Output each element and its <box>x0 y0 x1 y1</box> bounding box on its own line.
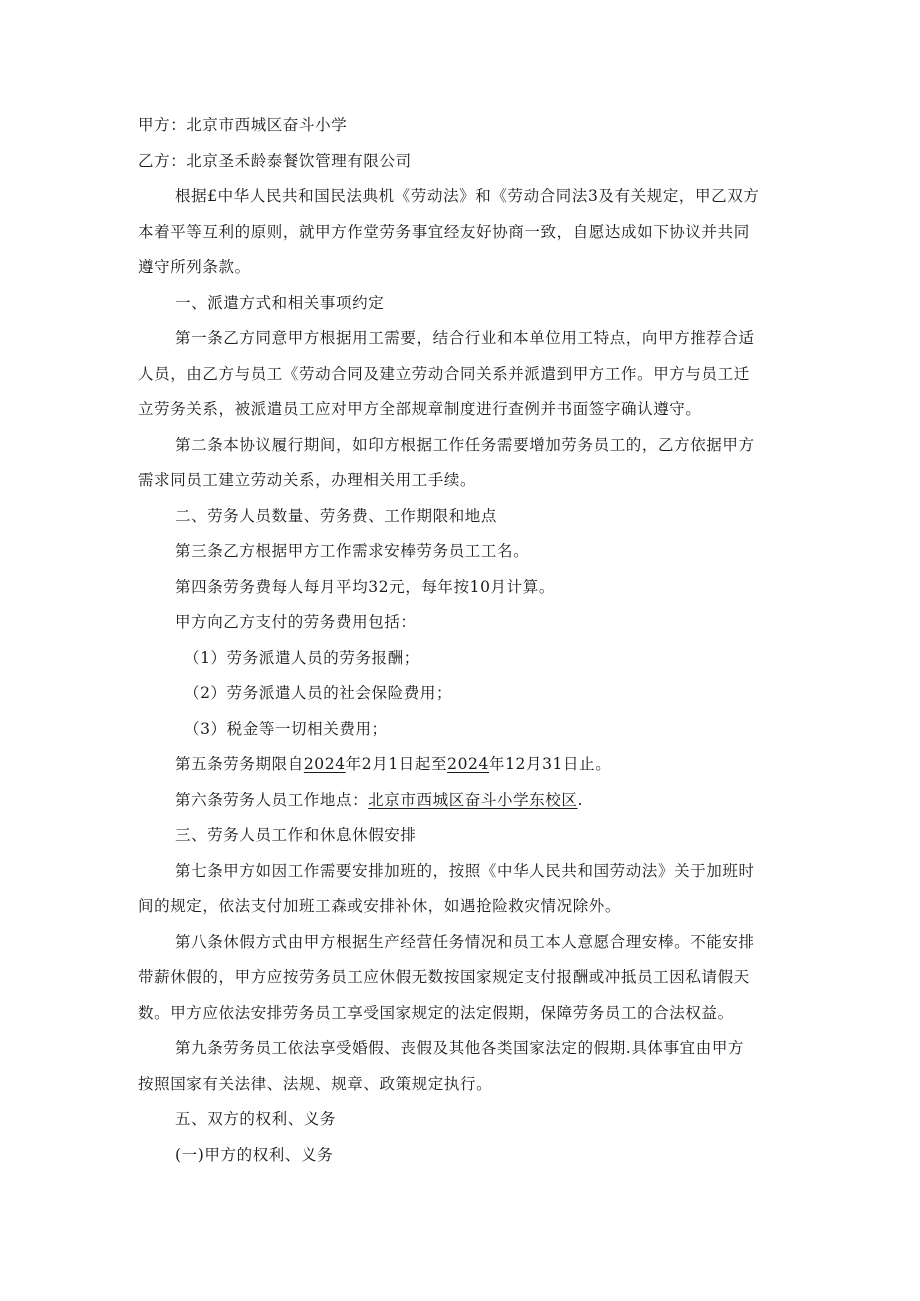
section-3-title: 三、劳务人员工作和休息休假安排 <box>175 826 417 844</box>
document-page <box>138 110 798 1171</box>
article-6-suffix: . <box>577 790 584 809</box>
article-8-line-2: 带薪休假的，甲方应按劳务员工应休假无数按国家规定支付报酬或冲抵员工因私请假天 <box>138 968 750 986</box>
section-5-title: 五、双方的权利、义务 <box>175 1110 337 1128</box>
article-1-line-3: 立劳务关系，被派遣员工应对甲方全部规章制度进行查例并书面签字确认遵守。 <box>138 400 702 418</box>
intro-line-2: 本着平等互利的原则，就甲方作堂劳务事宜经友好协商一致，自愿达成如下协议并共同 <box>138 222 750 241</box>
fee-item-1: （1）劳务派遣人员的劳务报酬； <box>184 648 420 667</box>
party-b: 乙方：北京圣禾龄泰餐饮管理有限公司 <box>138 151 412 170</box>
article-7-line-2: 间的规定，依法支付加班工森或安排补休，如遇抢险救灾情况除外。 <box>138 897 622 915</box>
intro-line-3: 遵守所列条款。 <box>138 258 251 276</box>
fees-intro: 甲方向乙方支付的劳务费用包括： <box>175 613 417 631</box>
article-5-start-year: 2024 <box>303 755 346 773</box>
section-5-subsection-1: (一)甲方的权利、义务 <box>175 1145 334 1164</box>
party-a: 甲方：北京市西城区奋斗小学 <box>138 116 348 134</box>
fee-item-2: （2）劳务派遣人员的社会保险费用； <box>184 684 453 702</box>
section-1-title: 一、派遣方式和相关事项约定 <box>175 293 385 312</box>
article-9-line-2: 按照国家有关法律、法规、规章、政策规定执行。 <box>138 1074 493 1093</box>
article-2-line-1: 第二条本协议履行期间，如印方根据工作任务需要增加劳务员工的，乙方依据甲方 <box>175 435 755 454</box>
article-5-middle: 年2月1日起至 <box>345 755 448 773</box>
article-9-line-1: 第九条劳务员工依法享受婚假、丧假及其他各类国家法定的假期.具体事宜由甲方 <box>175 1039 745 1057</box>
article-5 <box>138 749 798 781</box>
fee-item-3: （3）税金等一切相关费用； <box>184 719 388 738</box>
article-8-line-3: 数。甲方应依法安排劳务员工享受国家规定的法定假期，保障劳务员工的合法权益。 <box>138 1003 734 1022</box>
article-6 <box>138 785 798 817</box>
article-1-line-2: 人员，由乙方与员工《劳动合同及建立劳动合同关系并派遣到甲方工作。甲方与员工迁 <box>138 364 750 383</box>
article-5-suffix: 年12月31日止。 <box>488 755 612 773</box>
article-2-line-2: 需求同员工建立劳动关系，办理相关用工手续。 <box>138 471 477 489</box>
article-3: 第三条乙方根据甲方工作需求安棒劳务员工工名。 <box>175 542 530 560</box>
article-4: 第四条劳务费每人每月平均32元，每年按10月计算。 <box>175 577 555 596</box>
article-7-line-1: 第七条甲方如因工作需要安排加班的，按照《中华人民共和国劳动法》关于加班时 <box>175 861 755 880</box>
article-5-end-year: 2024 <box>447 755 489 773</box>
article-8-line-1: 第八条休假方式由甲方根据生产经营任务情况和员工本人意愿合理安棒。不能安排 <box>175 932 755 951</box>
article-5-prefix: 第五条劳务期限自 <box>175 755 304 773</box>
article-1-line-1: 第一条乙方同意甲方根据用工需要，结合行业和本单位用工特点，向甲方推荐合适 <box>175 329 755 347</box>
intro-line-1: 根据£中华人民共和国民法典机《劳动法》和《劳动合同法3及有关规定，甲乙双方 <box>175 187 760 205</box>
article-6-work-place: 北京市西城区奋斗小学东校区 <box>368 790 578 809</box>
article-6-prefix: 第六条劳务人员工作地点： <box>175 790 369 809</box>
section-2-title: 二、劳务人员数量、劳务费、工作期限和地点 <box>175 506 498 525</box>
